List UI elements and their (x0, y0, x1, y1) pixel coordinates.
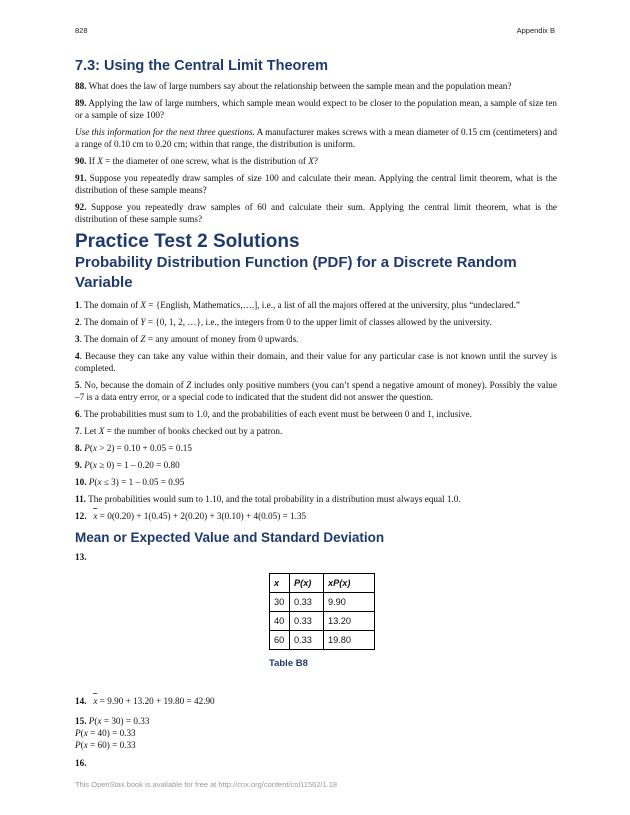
question-90 (75, 155, 557, 167)
variable: Z (140, 334, 146, 344)
table-cell: 9.90 (324, 593, 375, 612)
text-part: ( (89, 460, 93, 470)
header-cell: xP(x) (324, 574, 375, 593)
answer-12 (75, 510, 557, 522)
answer-1 (75, 299, 557, 311)
table-row (270, 593, 375, 612)
text-part: ( (80, 740, 84, 750)
answer-15-line-3 (75, 739, 557, 751)
variable: X (140, 300, 147, 310)
appendix-label: Appendix B (516, 26, 555, 35)
pdf-subtitle: Probability Distribution Function (PDF) for a Discrete Random Variable (75, 254, 517, 291)
variable: Y (140, 317, 146, 327)
answer-15-line-1 (75, 715, 557, 727)
answer-number: 4 (75, 351, 80, 361)
variable: X (308, 156, 314, 166)
variable: P (86, 477, 95, 487)
text-part: . No, because the domain of (79, 380, 187, 390)
answer-number: 8. (75, 443, 82, 453)
answer-number: 14. (75, 696, 87, 706)
answer-number: 2 (75, 317, 80, 327)
text-part: = {English, Mathematics,….], i.e., a list of all the majors offered at the university, plus “undeclared.” (146, 300, 520, 310)
variable: X (98, 426, 105, 436)
question-text: What does the law of large numbers say about the relationship between the sample mean and the population mean? (86, 81, 512, 91)
answer-5 (75, 379, 557, 403)
text-part: = the number of books checked out by a patron. (104, 426, 283, 436)
answer-11 (75, 493, 557, 505)
header-cell: P(x) (290, 574, 324, 593)
text-part: ( (94, 477, 98, 487)
section-title-clt: 7.3: Using the Central Limit Theorem (75, 58, 328, 74)
variable: x (97, 716, 102, 726)
x-bar-symbol: x (93, 511, 98, 521)
question-number: 92. (75, 202, 87, 212)
answer-16 (75, 757, 557, 769)
table-cell: 0.33 (290, 612, 324, 631)
variable: Z (186, 380, 192, 390)
x-bar-symbol: x (93, 696, 98, 706)
answer-number: 5 (75, 380, 80, 390)
question-number: 90. (75, 156, 87, 166)
text-part: ( (89, 443, 93, 453)
table-row (270, 612, 375, 631)
answer-6 (75, 408, 557, 420)
variable: X (97, 156, 103, 166)
answer-13 (75, 551, 557, 563)
table-cell: 0.33 (290, 593, 324, 612)
answer-number: 16. (75, 758, 87, 768)
text-part: . Let (79, 426, 99, 436)
text-part: > 2) = 0.10 + 0.05 = 0.15 (96, 443, 192, 453)
answer-text: = 0(0.20) + 1(0.45) + 2(0.20) + 3(0.10) + 4(0.05) = 1.35 (97, 511, 307, 521)
variable: P (86, 716, 95, 726)
table-cell: 13.20 (324, 612, 375, 631)
answer-number: 1 (75, 300, 80, 310)
text-part: . The domain of (79, 300, 141, 310)
answer-number: 3 (75, 334, 80, 344)
answer-number: 12. (75, 511, 87, 521)
variable: x (83, 740, 88, 750)
answer-text: = 9.90 + 13.20 + 19.80 = 42.90 (97, 696, 215, 706)
answer-3 (75, 333, 557, 345)
text-part: = {0, 1, 2, …}, i.e., the integers from 0 to the upper limit of classes allowed by the university. (145, 317, 492, 327)
text-part: . The domain of (79, 334, 141, 344)
answer-15 (75, 715, 557, 751)
page-header (75, 26, 555, 38)
variable: P (75, 740, 81, 750)
variable: P (75, 728, 81, 738)
page-footer: This OpenStax book is available for free at http://cnx.org/content/col11562/1.18 (75, 780, 338, 789)
questions-intro (75, 126, 557, 150)
question-text: Suppose you repeatedly draw samples of size 100 and calculate their mean. Applying the central limit theorem, what is the distribution of these sample means? (75, 173, 557, 195)
text-part: ≤ 3) = 1 – 0.05 = 0.95 (101, 477, 185, 487)
variable: x (92, 460, 97, 470)
question-89 (75, 97, 557, 121)
text-part: ? (313, 156, 318, 166)
question-number: 91. (75, 173, 87, 183)
intro-text: A manufacturer makes screws with a mean diameter of 0.15 cm (centimeters) and a range of 0.10 cm to 0.20 cm; within that range, the distribution is uniform. (75, 127, 557, 149)
answer-number: 9. (75, 460, 82, 470)
answer-text: . Because they can take any value within their domain, and their value for any particular case is not known until the survey is completed. (75, 351, 557, 373)
text-part: = any amount of money from 0 upwards. (145, 334, 299, 344)
text-part: . The domain of (79, 317, 141, 327)
text-part: = 30) = 0.33 (101, 716, 150, 726)
text-part: = 40) = 0.33 (87, 728, 136, 738)
answer-15-line-2 (75, 727, 557, 739)
variable: P (81, 443, 90, 453)
variable: x (97, 477, 102, 487)
text-part: ( (80, 728, 84, 738)
answer-9 (75, 459, 557, 471)
table-b8 (269, 573, 375, 650)
answer-number: 7 (75, 426, 80, 436)
table-cell: 60 (270, 631, 290, 650)
table-cell: 30 (270, 593, 290, 612)
answer-7 (75, 425, 557, 437)
question-number: 89. (75, 98, 87, 108)
answer-text: The probabilities would sum to 1.10, and the total probability in a distribution must always equal 1.0. (85, 494, 461, 504)
text-part: includes only positive numbers (you can’t spend a negative amount of money). Possibly the value –7 is a data entry error, or a special code to indicated that the student did not answer the question. (75, 380, 557, 402)
text-part: ≥ 0) = 1 – 0.20 = 0.80 (96, 460, 180, 470)
question-91 (75, 172, 557, 196)
question-text: Suppose you repeatedly draw samples of 60 and calculate their sum. Applying the central limit theorem, what is the distribution of these sample sums? (75, 202, 557, 224)
table-cell: 0.33 (290, 631, 324, 650)
question-text: Applying the law of large numbers, which sample mean would expect to be closer to the population mean, a sample of size ten or a sample of size 100? (75, 98, 557, 120)
text-part: = 60) = 0.33 (87, 740, 136, 750)
question-88 (75, 80, 557, 92)
table-cell: 40 (270, 612, 290, 631)
answer-number: 15. (75, 716, 87, 726)
intro-italic: Use this information for the next three questions. (75, 127, 255, 137)
mean-section-title: Mean or Expected Value and Standard Deviation (75, 530, 385, 545)
table-row (270, 631, 375, 650)
answer-8 (75, 442, 557, 454)
question-number: 88. (75, 81, 87, 91)
variable: P (81, 460, 90, 470)
header-cell: x (270, 574, 290, 593)
answer-2 (75, 316, 557, 328)
answer-number: 13. (75, 552, 87, 562)
text-part: If (86, 156, 98, 166)
table-header-row (270, 574, 375, 593)
answer-number: 6 (75, 409, 80, 419)
text-part: ( (94, 716, 98, 726)
table-caption: Table B8 (269, 658, 308, 669)
practice-test-title: Practice Test 2 Solutions (75, 231, 300, 252)
answer-number: 10. (75, 477, 87, 487)
answer-number: 11. (75, 494, 86, 504)
answer-14 (75, 695, 557, 707)
answer-text: . The probabilities must sum to 1.0, and the probabilities of each event must be between 0 and 1, inclusive. (79, 409, 472, 419)
table-b8-wrapper (269, 573, 557, 650)
text-part: = the diameter of one screw, what is the distribution of (102, 156, 309, 166)
answer-4 (75, 350, 557, 374)
variable: x (83, 728, 88, 738)
answer-10 (75, 476, 557, 488)
table-cell: 19.80 (324, 631, 375, 650)
page-content (75, 58, 557, 774)
page-number: 828 (75, 26, 88, 35)
variable: x (92, 443, 97, 453)
question-92 (75, 201, 557, 225)
